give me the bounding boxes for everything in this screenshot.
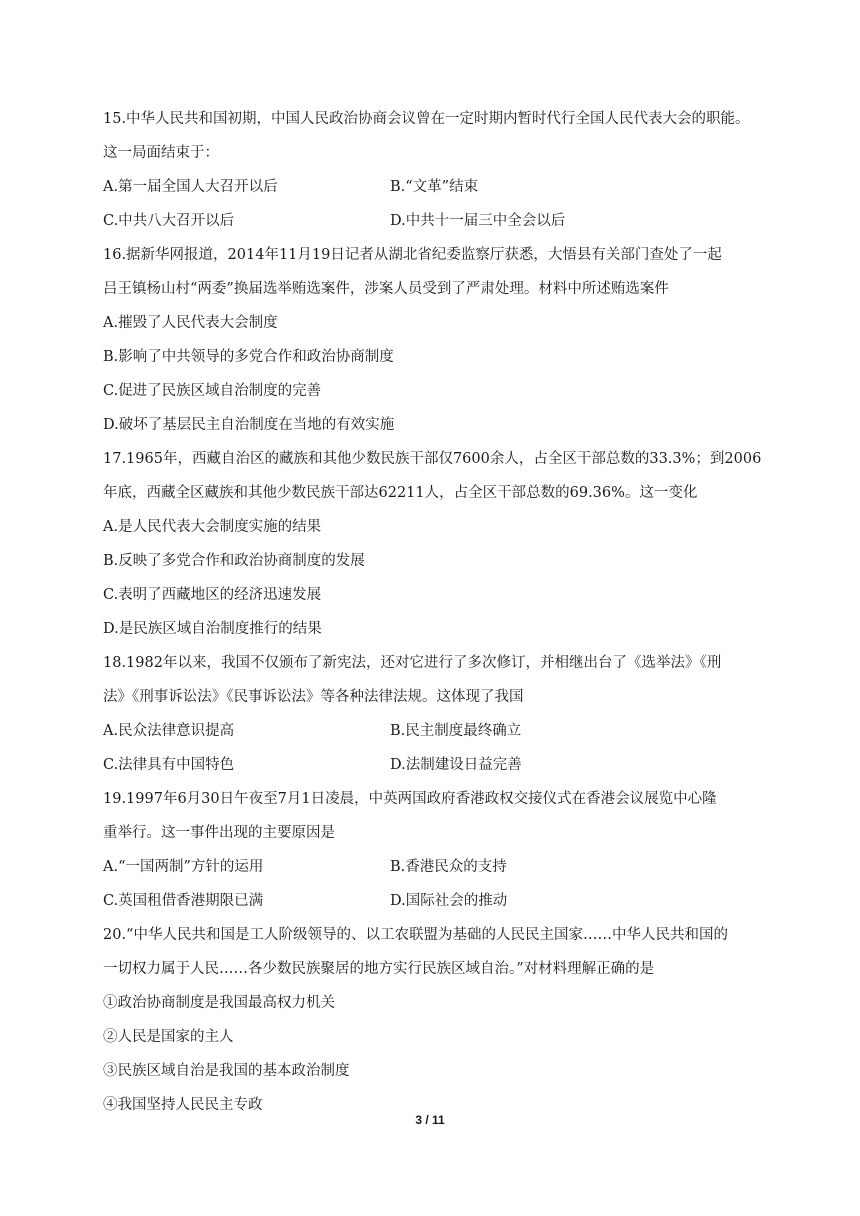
question-16-stem-line-1: 16.据新华网报道，2014年11月19日记者从湖北省纪委监察厅获悉，大悟县有关部门查处了一起: [103, 247, 722, 263]
question-15-stem-line-2: 这一局面结束于：: [103, 145, 219, 161]
question-17-stem-line-2: 年底，西藏全区藏族和其他少数民族干部达62211人，占全区干部总数的69.36%。这一变化: [103, 485, 698, 501]
question-18-option-c: C.法律具有中国特色: [103, 757, 235, 773]
question-17-option-d: D.是民族区域自治制度推行的结果: [103, 621, 322, 637]
question-20-stem-line-1: 20.“中华人民共和国是工人阶级领导的、以工农联盟为基础的人民民主国家……中华人民共和国的: [103, 927, 728, 943]
question-20-statement-3: ③民族区域自治是我国的基本政治制度: [103, 1063, 350, 1079]
question-19-stem-line-2: 重举行。这一事件出现的主要原因是: [103, 825, 335, 841]
question-18-option-a: A.民众法律意识提高: [103, 723, 235, 739]
question-15-option-b: B.“文革”结束: [390, 179, 479, 195]
question-16-option-c: C.促进了民族区域自治制度的完善: [103, 383, 322, 399]
question-16-option-a: A.摧毁了人民代表大会制度: [103, 315, 278, 331]
question-16-option-d: D.破坏了基层民主自治制度在当地的有效实施: [103, 417, 395, 433]
question-20-statement-4: ④我国坚持人民民主专政: [103, 1097, 263, 1113]
question-19-stem-line-1: 19.1997年6月30日午夜至7月1日凌晨，中英两国政府香港政权交接仪式在香港会议展览中心隆: [103, 791, 717, 807]
question-18-stem-line-2: 法》《刑事诉讼法》《民事诉讼法》等各种法律法规。这体现了我国: [103, 689, 524, 705]
question-15-option-d: D.中共十一届三中全会以后: [390, 213, 566, 229]
question-20-stem-line-2: 一切权力属于人民……各少数民族聚居的地方实行民族区域自治。”对材料理解正确的是: [103, 961, 655, 977]
question-16-stem-line-2: 吕王镇杨山村“两委”换届选举贿选案件，涉案人员受到了严肃处理。材料中所述贿选案件: [103, 281, 669, 297]
question-18-option-d: D.法制建设日益完善: [390, 757, 522, 773]
question-17-stem-line-1: 17.1965年，西藏自治区的藏族和其他少数民族干部仅7600余人，占全区干部总数的33.3%；到2006: [103, 451, 762, 467]
question-20-statement-2: ②人民是国家的主人: [103, 1029, 234, 1045]
question-18-stem-line-1: 18.1982年以来，我国不仅颁布了新宪法，还对它进行了多次修订，并相继出台了《选举法》《刑: [103, 655, 722, 671]
question-19-option-b: B.香港民众的支持: [390, 859, 507, 875]
question-19-option-c: C.英国租借香港期限已满: [103, 893, 264, 909]
question-19-option-d: D.国际社会的推动: [390, 893, 508, 909]
question-16-option-b: B.影响了中共领导的多党合作和政治协商制度: [103, 349, 394, 365]
page-number: 3 / 11: [415, 1113, 445, 1127]
question-15-option-a: A.第一届全国人大召开以后: [103, 179, 278, 195]
question-17-option-a: A.是人民代表大会制度实施的结果: [103, 519, 322, 535]
question-15-stem-line-1: 15.中华人民共和国初期，中国人民政治协商会议曾在一定时期内暂时代行全国人民代表大会的职能。: [103, 111, 750, 127]
question-15-option-c: C.中共八大召开以后: [103, 213, 235, 229]
question-17-option-b: B.反映了多党合作和政治协商制度的发展: [103, 553, 365, 569]
question-19-option-a: A.“一国两制”方针的运用: [103, 859, 264, 875]
question-20-statement-1: ①政治协商制度是我国最高权力机关: [103, 995, 335, 1011]
question-17-option-c: C.表明了西藏地区的经济迅速发展: [103, 587, 322, 603]
question-18-option-b: B.民主制度最终确立: [390, 723, 522, 739]
